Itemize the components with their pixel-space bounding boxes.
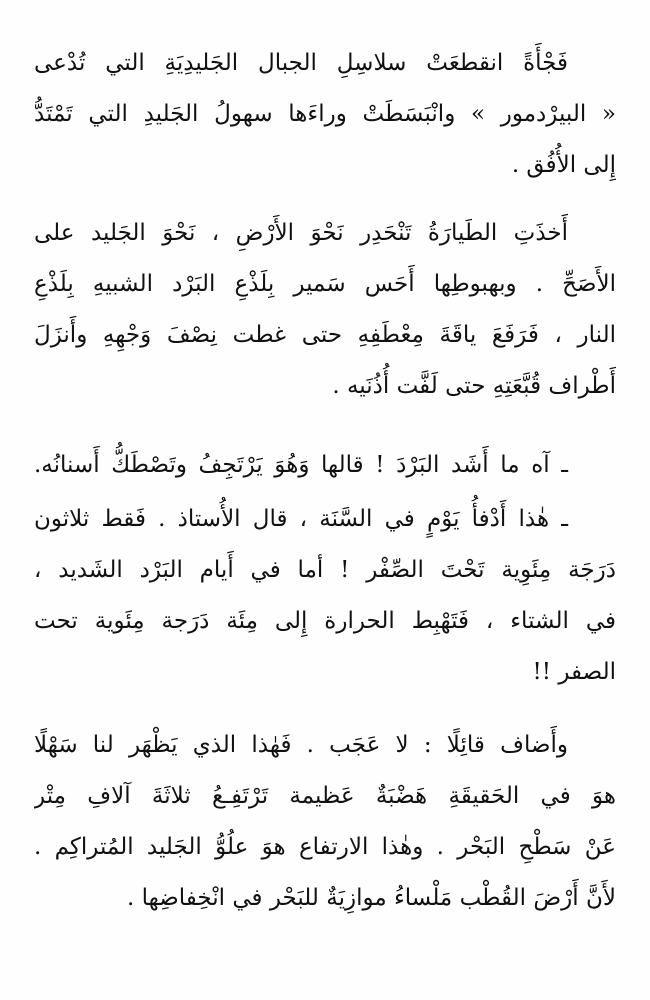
text-line: في الشتاء ، فَتَهْبِط الحرارة إِلى مِئَة دَرَجة مِئَوية تحت — [34, 608, 616, 634]
text-line: فَجْأَةً انقطعَتْ سلاسِلِ الجبال الجَليدِيَةِ التي تُدْعى — [34, 50, 568, 76]
text-line: عَنْ سَطْحِ البَحْر . وهٰذا الارتفاع هوَ علُوُّ الجَليد المُتراكِم . — [34, 834, 616, 860]
text-line: إِلى الأُفُق . — [511, 152, 616, 178]
text-line: النار ، فَرَفَعَ ياقَةَ مِعْطَفِهِ حتى غطت نِصْفَ وَجْهِهِ وأَنزَلَ — [34, 322, 616, 348]
text-line: أَخذَتِ الطَيارَةُ تَنْحَدِر نَحْوَ الأَرْضِ ، نَحْوَ الجَليد على — [34, 220, 568, 246]
text-line: هوَ في الحَقيقَةِ هَضْبَةٌ عَظيمة تَرْتَفِـعُ ثلاثَةَ آلافِ مِتْر — [34, 783, 616, 809]
paragraph-1 — [34, 38, 616, 191]
text-line: ـ آه ما أَشَد البَرْدَ ! قالها وَهُوَ يَرْتَجِفُ وتَصْطَكُّ أَسنانُه. — [34, 452, 568, 478]
text-line: الأَصَحِّ . وبهبوطِها أَحَس سَمير بِلَذْعِ البَرْد الشبيهِ بِلَذْعِ — [34, 271, 616, 297]
paragraph-4 — [34, 494, 616, 698]
paragraph-2 — [34, 208, 616, 412]
paragraph-3 — [34, 440, 616, 491]
text-line: دَرَجَة مِئَوِية تَحْتَ الصِّفْر ! أما في أَيام البَرْد الشَديد ، — [34, 557, 616, 583]
text-line: ـ هٰذا أَدْفأُ يَوْمٍ في السَّنَة ، قال الأُستاذ . فَقط ثلاثون — [34, 506, 568, 532]
text-line: أَطْراف قُبَّعَتِهِ حتى لَفَّت أُذُنَيه . — [332, 373, 616, 399]
text-line: لأَنَّ أَرْضَ القُطْب مَلْساءُ موازِيَةٌ للبَحْر في انْخِفاضِها . — [127, 885, 616, 911]
text-line: « البيرْدمور » وانْبَسَطَتْ وراءَها سهولُ الجَليدِ التي تَمْتَدُّ — [34, 101, 616, 127]
text-line: وأَضاف قائِلًا : لا عَجَب . فَهٰذا الذي يَظْهَر لنا سَهْلًا — [34, 732, 568, 758]
text-line: الصفر !! — [532, 659, 616, 685]
paragraph-5 — [34, 720, 616, 924]
